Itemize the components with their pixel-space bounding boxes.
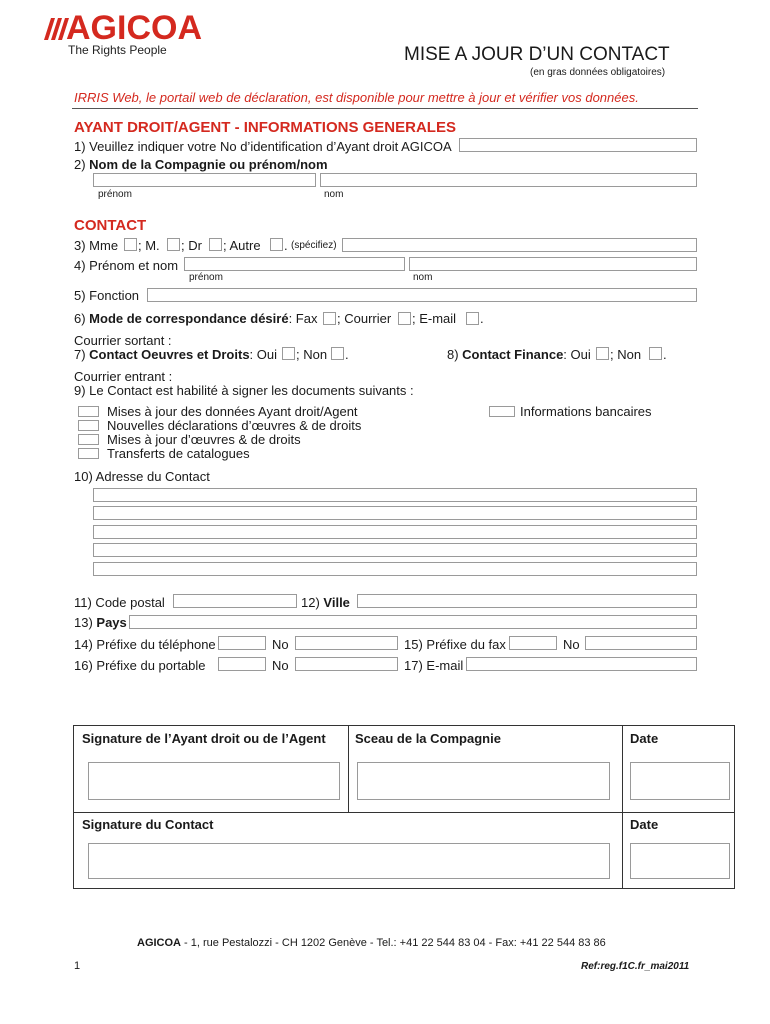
logo-brand: AGICOA — [66, 9, 202, 47]
address-line-4-input[interactable] — [93, 543, 697, 557]
date-label-2: Date — [630, 817, 659, 832]
q17-label: 17) E-mail — [404, 658, 464, 673]
q6-text: Mode de correspondance désiré — [89, 311, 289, 326]
contact-signature-label: Signature du Contact — [82, 817, 214, 832]
section-contact-title: CONTACT — [74, 217, 147, 234]
q8-oui-label: : Oui — [563, 347, 591, 362]
section-general-title: AYANT DROIT/AGENT - INFORMATIONS GENERALES — [74, 119, 456, 136]
signature-col-divider-2 — [622, 726, 623, 888]
title-mme-checkbox[interactable] — [124, 238, 137, 251]
fax-no-label: No — [563, 637, 580, 652]
q7-label — [74, 347, 277, 362]
q11-label: 11) Code postal — [74, 595, 165, 610]
mode-fax-checkbox[interactable] — [323, 312, 336, 325]
q13-label — [74, 615, 127, 630]
page-subtitle: (en gras données obligatoires) — [530, 67, 666, 78]
q8-non-label: ; Non — [610, 347, 642, 362]
finance-contact-non-checkbox[interactable] — [649, 347, 662, 360]
q12-label — [301, 595, 350, 610]
form-reference: Ref:reg.f1C.fr_mai2011 — [581, 961, 690, 972]
contact-date-field[interactable] — [630, 843, 730, 879]
footer-address-text: - 1, rue Pestalozzi - CH 1202 Genève - Tel.: +41 22 544 83 04 - Fax: +41 22 544 83 86 — [181, 937, 606, 949]
q2-label — [74, 157, 328, 172]
q13-text: Pays — [96, 615, 127, 630]
q15-label: 15) Préfixe du fax — [404, 637, 506, 652]
mobile-number-input[interactable] — [295, 657, 398, 671]
q14-label: 14) Préfixe du téléphone — [74, 637, 216, 652]
company-lastname-input[interactable] — [320, 173, 697, 187]
q7-non-label: ; Non — [296, 347, 328, 362]
title-m-checkbox[interactable] — [167, 238, 180, 251]
doc-bank-info-label: Informations bancaires — [520, 404, 652, 419]
mode-courrier-checkbox[interactable] — [398, 312, 411, 325]
q3-specify-label: (spécifiez) — [291, 240, 337, 251]
agicoa-id-input[interactable] — [459, 138, 697, 152]
works-contact-non-checkbox[interactable] — [331, 347, 344, 360]
q6-label — [74, 311, 317, 326]
city-input[interactable] — [357, 594, 697, 608]
q2-number: 2) — [74, 157, 90, 172]
email-input[interactable] — [466, 657, 697, 671]
q6-number: 6) — [74, 311, 90, 326]
page-number: 1 — [74, 960, 81, 972]
mobile-prefix-input[interactable] — [218, 657, 266, 671]
doc-new-declarations-label: Nouvelles déclarations d’œuvres & de droits — [107, 418, 362, 433]
q1-label: 1) Veuillez indiquer votre No d’identification d’Ayant droit AGICOA — [74, 139, 452, 154]
doc-works-updates-label: Mises à jour d’œuvres & de droits — [107, 432, 301, 447]
q16-label: 16) Préfixe du portable — [74, 658, 206, 673]
finance-contact-oui-checkbox[interactable] — [596, 347, 609, 360]
logo-tagline: The Rights People — [68, 43, 167, 57]
phone-prefix-input[interactable] — [218, 636, 266, 650]
mode-email-checkbox[interactable] — [466, 312, 479, 325]
q3-mme-label: 3) Mme — [74, 238, 119, 253]
page-title: MISE A JOUR D’UN CONTACT — [404, 44, 670, 65]
q4-label: 4) Prénom et nom — [74, 258, 179, 273]
country-input[interactable] — [129, 615, 697, 629]
q3-dr-label: ; Dr — [181, 238, 202, 253]
address-line-5-input[interactable] — [93, 562, 697, 576]
q7-text: Contact Oeuvres et Droits — [89, 347, 250, 362]
irris-notice: IRRIS Web, le portail web de déclaration, est disponible pour mettre à jour et vérifier vos données. — [74, 90, 639, 105]
q13-number: 13) — [74, 615, 97, 630]
q8-number: 8) — [447, 347, 463, 362]
agicoa-logo — [40, 10, 240, 60]
doc-transfers-label: Transferts de catalogues — [107, 446, 250, 461]
agent-date-field[interactable] — [630, 762, 730, 800]
footer-company: AGICOA — [137, 937, 181, 949]
doc-bank-info-checkbox[interactable] — [489, 406, 515, 417]
address-line-1-input[interactable] — [93, 488, 697, 502]
title-dr-checkbox[interactable] — [209, 238, 222, 251]
title-other-input[interactable] — [342, 238, 697, 252]
q12-number: 12) — [301, 595, 324, 610]
company-seal-field[interactable] — [357, 762, 610, 800]
q8-text: Contact Finance — [462, 347, 564, 362]
fax-prefix-input[interactable] — [509, 636, 557, 650]
mobile-no-label: No — [272, 658, 289, 673]
function-input[interactable] — [147, 288, 697, 302]
doc-new-declarations-checkbox[interactable] — [78, 420, 99, 431]
courrier-entrant-label: Courrier entrant : — [74, 369, 173, 384]
company-firstname-input[interactable] — [93, 173, 316, 187]
signature-row-divider — [74, 812, 734, 813]
works-contact-oui-checkbox[interactable] — [282, 347, 295, 360]
fax-number-input[interactable] — [585, 636, 697, 650]
agent-signature-field[interactable] — [88, 762, 340, 800]
nom-caption-2: nom — [413, 272, 433, 283]
address-line-2-input[interactable] — [93, 506, 697, 520]
footer-address — [137, 937, 606, 950]
q5-label: 5) Fonction — [74, 288, 140, 303]
doc-transfers-checkbox[interactable] — [78, 448, 99, 459]
q2-text: Nom de la Compagnie ou prénom/nom — [89, 157, 328, 172]
q6-email-label: ; E-mail — [412, 311, 457, 326]
signature-table — [73, 725, 735, 889]
prenom-caption: prénom — [98, 189, 132, 200]
prenom-caption-2: prénom — [189, 272, 223, 283]
q7-number: 7) — [74, 347, 90, 362]
contact-signature-field[interactable] — [88, 843, 610, 879]
q3-dot: . — [284, 238, 288, 253]
q10-label: 10) Adresse du Contact — [74, 469, 210, 484]
contact-lastname-input[interactable] — [409, 257, 697, 271]
divider — [72, 108, 698, 109]
title-autre-checkbox[interactable] — [270, 238, 283, 251]
contact-firstname-input[interactable] — [184, 257, 405, 271]
nom-caption: nom — [324, 189, 344, 200]
doc-updates-checkbox[interactable] — [78, 406, 99, 417]
q3-autre-label: ; Autre — [223, 238, 261, 253]
q9-label: 9) Le Contact est habilité à signer les documents suivants : — [74, 383, 414, 398]
phone-number-input[interactable] — [295, 636, 398, 650]
q8-dot: . — [663, 347, 667, 362]
q8-label — [447, 347, 591, 362]
postal-code-input[interactable] — [173, 594, 297, 608]
q6-dot: . — [480, 311, 484, 326]
address-line-3-input[interactable] — [93, 525, 697, 539]
q3-m-label: ; M. — [138, 238, 160, 253]
phone-no-label: No — [272, 637, 289, 652]
company-seal-label: Sceau de la Compagnie — [355, 731, 501, 746]
courrier-sortant-label: Courrier sortant : — [74, 333, 172, 348]
q7-dot: . — [345, 347, 349, 362]
q12-text: Ville — [323, 595, 350, 610]
date-label-1: Date — [630, 731, 659, 746]
q6-fax-label: : Fax — [288, 311, 318, 326]
doc-updates-label: Mises à jour des données Ayant droit/Agent — [107, 404, 358, 419]
q6-courrier-label: ; Courrier — [337, 311, 392, 326]
agent-signature-label: Signature de l’Ayant droit ou de l’Agent — [82, 731, 326, 746]
doc-works-updates-checkbox[interactable] — [78, 434, 99, 445]
signature-col-divider-1 — [348, 726, 349, 812]
q7-oui-label: : Oui — [249, 347, 278, 362]
